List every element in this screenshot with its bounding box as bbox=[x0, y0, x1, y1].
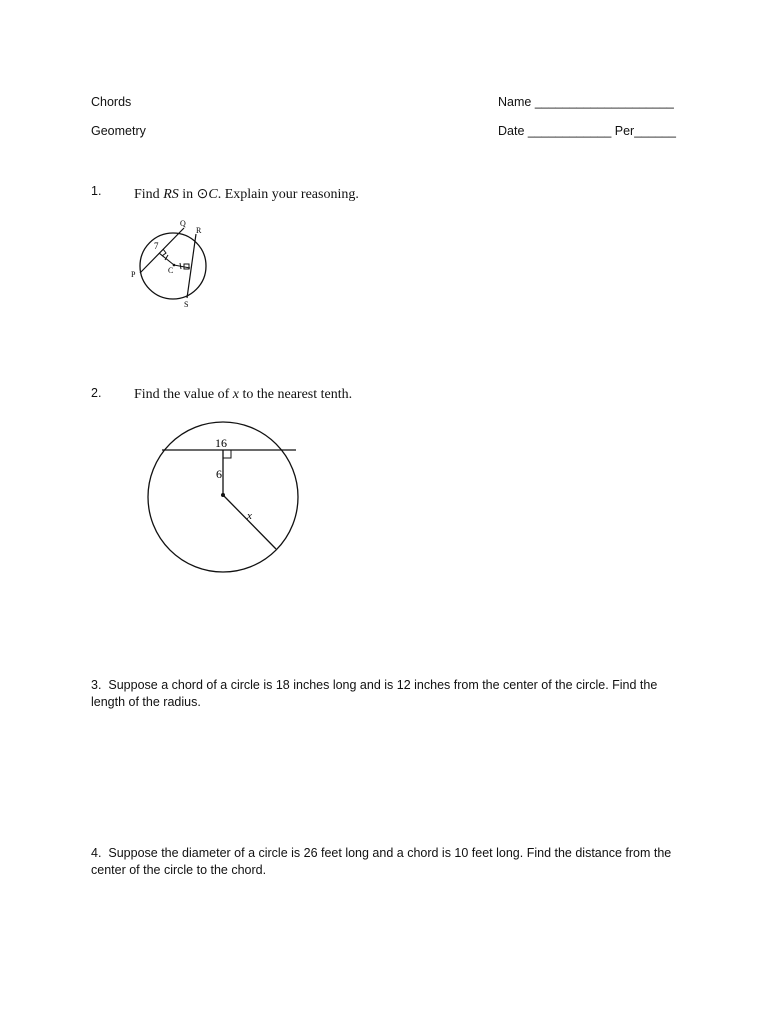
question-4-text: Suppose the diameter of a circle is 26 feet long and a chord is 10 feet long. Find the distance from the center of the circle to the chord. bbox=[91, 846, 672, 877]
congruence-tick-2 bbox=[180, 263, 181, 269]
radius-x bbox=[223, 495, 276, 549]
question-2-prompt bbox=[134, 387, 352, 403]
label-c: C bbox=[168, 266, 174, 275]
prompt-suffix: to the nearest tenth. bbox=[238, 387, 353, 402]
question-4 bbox=[91, 845, 681, 879]
perpendicular-to-rs bbox=[174, 265, 190, 268]
question-1-figure bbox=[126, 216, 226, 316]
prompt-prefix: Find bbox=[134, 187, 164, 202]
question-3-number: 3. bbox=[91, 678, 102, 692]
worksheet-subject: Chords bbox=[91, 95, 132, 109]
right-angle-mark bbox=[223, 450, 231, 458]
question-1-number: 1. bbox=[91, 184, 102, 198]
question-2-figure bbox=[140, 412, 310, 582]
prompt-variable: x bbox=[232, 387, 239, 402]
distance-label: 6 bbox=[216, 467, 222, 481]
radius-label: x bbox=[247, 510, 252, 522]
prompt-mid: in bbox=[178, 187, 197, 202]
question-3-text: Suppose a chord of a circle is 18 inches long and is 12 inches from the center of the circle. Find the length of the radius. bbox=[91, 678, 658, 709]
label-q: Q bbox=[180, 219, 186, 228]
chord-length-label: 16 bbox=[215, 436, 227, 450]
chord-rs bbox=[187, 234, 196, 298]
question-1-prompt bbox=[134, 186, 359, 203]
prompt-prefix: Find the value of bbox=[134, 387, 233, 402]
date-period-field-label: Date ____________ Per______ bbox=[498, 124, 676, 138]
question-3 bbox=[91, 677, 681, 711]
label-p: P bbox=[131, 270, 136, 279]
circle-symbol-icon: ⊙ bbox=[196, 187, 209, 202]
prompt-suffix: . Explain your reasoning. bbox=[217, 187, 359, 202]
label-r: R bbox=[196, 226, 202, 235]
prompt-variable: RS bbox=[163, 187, 179, 202]
name-field-label: Name ____________________ bbox=[498, 95, 674, 109]
worksheet-course: Geometry bbox=[91, 124, 146, 138]
question-4-number: 4. bbox=[91, 846, 102, 860]
label-s: S bbox=[184, 300, 189, 309]
perpendicular-to-pq bbox=[159, 253, 174, 265]
segment-value: 7 bbox=[154, 241, 159, 251]
center-point bbox=[221, 493, 225, 497]
prompt-circle-name: C bbox=[208, 187, 218, 202]
question-2-number: 2. bbox=[91, 386, 102, 400]
